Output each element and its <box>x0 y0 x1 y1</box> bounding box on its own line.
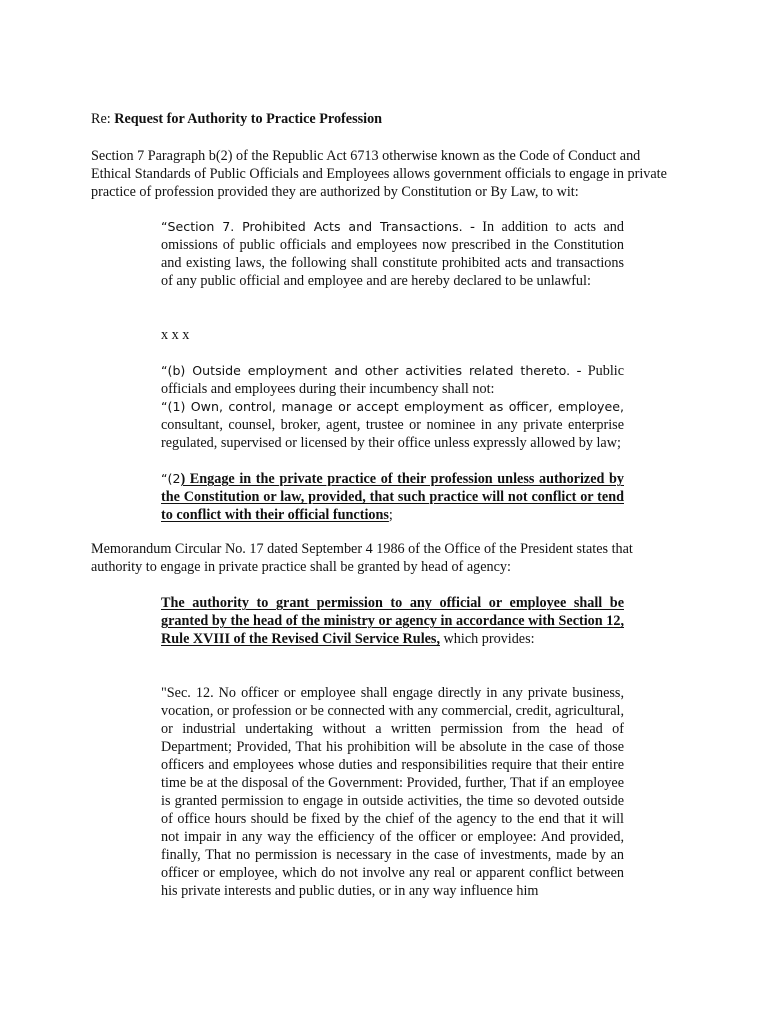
section7-text: - In addition to acts and omissions of public officials and employees now prescribed in the Constitution and existing laws, the following shall constitute prohibited acts and transactions of any public official and employee and are hereby declared to be unlawful: <box>161 219 624 289</box>
clause-b2-end: ; <box>388 507 393 523</box>
re-subject: Request for Authority to Practice Profession <box>114 111 383 127</box>
clause-b1-paragraph <box>161 398 624 452</box>
clause-b-paragraph <box>161 362 624 398</box>
clause-b-heading: “(b) Outside employment and other activities related thereto. <box>161 363 571 378</box>
re-line <box>91 110 676 128</box>
intro-paragraph: Section 7 Paragraph b(2) of the Republic Act 6713 otherwise known as the Code of Conduct and Ethical Standards of Public Officials and Employees allows government officials to engage in private practice of profession provided they are authorized by Constitution or By Law, to wit: <box>91 148 667 200</box>
sec12-paragraph: "Sec. 12. No officer or employee shall engage directly in any private business, vocation, or profession or be connected with any commercial, credit, agricultural, or industrial undertaking without a written permission from the head of Department; Provided, That his prohibition will be absolute in the case of those officers and employees whose duties and responsibilities require that their entire time be at the disposal of the Government: Provided, further, That if an employee is granted permission to engage in outside activities, the time so devoted outside of office hours should be fixed by the chief of the agency to the end that it will not impair in any way the efficiency of the officer or employee: And provided, finally, That no permission is necessary in the case of investments, made by an officer or employee, which do not involve any real or apparent conflict between his private interests and public duties, or in any way influence him <box>161 685 624 899</box>
authority-paragraph <box>161 594 624 648</box>
ellipsis: x x x <box>161 327 190 343</box>
authority-bold: The authority to grant permission to any official or employee shall be granted by the head of the ministry or agency in accordance with Section 12, Rule XVIII of the Revised Civil Service Rules, <box>161 595 624 647</box>
clause-b1-rest: consultant, counsel, broker, agent, trustee or nominee in any private enterprise regulated, supervised or licensed by their office unless expressly allowed by law; <box>161 417 624 451</box>
clause-b1-lead: “(1) Own, control, manage or accept employment as officer, employee, <box>161 399 624 414</box>
clause-b2-bold: ) Engage in the private practice of their profession unless authorized by the Constitution or law, provided, that such practice will not conflict or tend to conflict with their official functions <box>161 471 624 523</box>
memo-paragraph: Memorandum Circular No. 17 dated September 4 1986 of the Office of the President states that authority to engage in private practice shall be granted by head of agency: <box>91 541 633 575</box>
clause-b2-paragraph <box>161 470 624 524</box>
section7-paragraph <box>161 218 624 290</box>
clause-b2-lead: “(2 <box>161 471 181 486</box>
authority-tail: which provides: <box>440 631 535 647</box>
re-prefix: Re: <box>91 111 115 127</box>
clause-b-text: - Public officials and employees during their incumbency shall not: <box>161 363 624 397</box>
section7-heading: “Section 7. Prohibited Acts and Transactions. <box>161 219 463 234</box>
